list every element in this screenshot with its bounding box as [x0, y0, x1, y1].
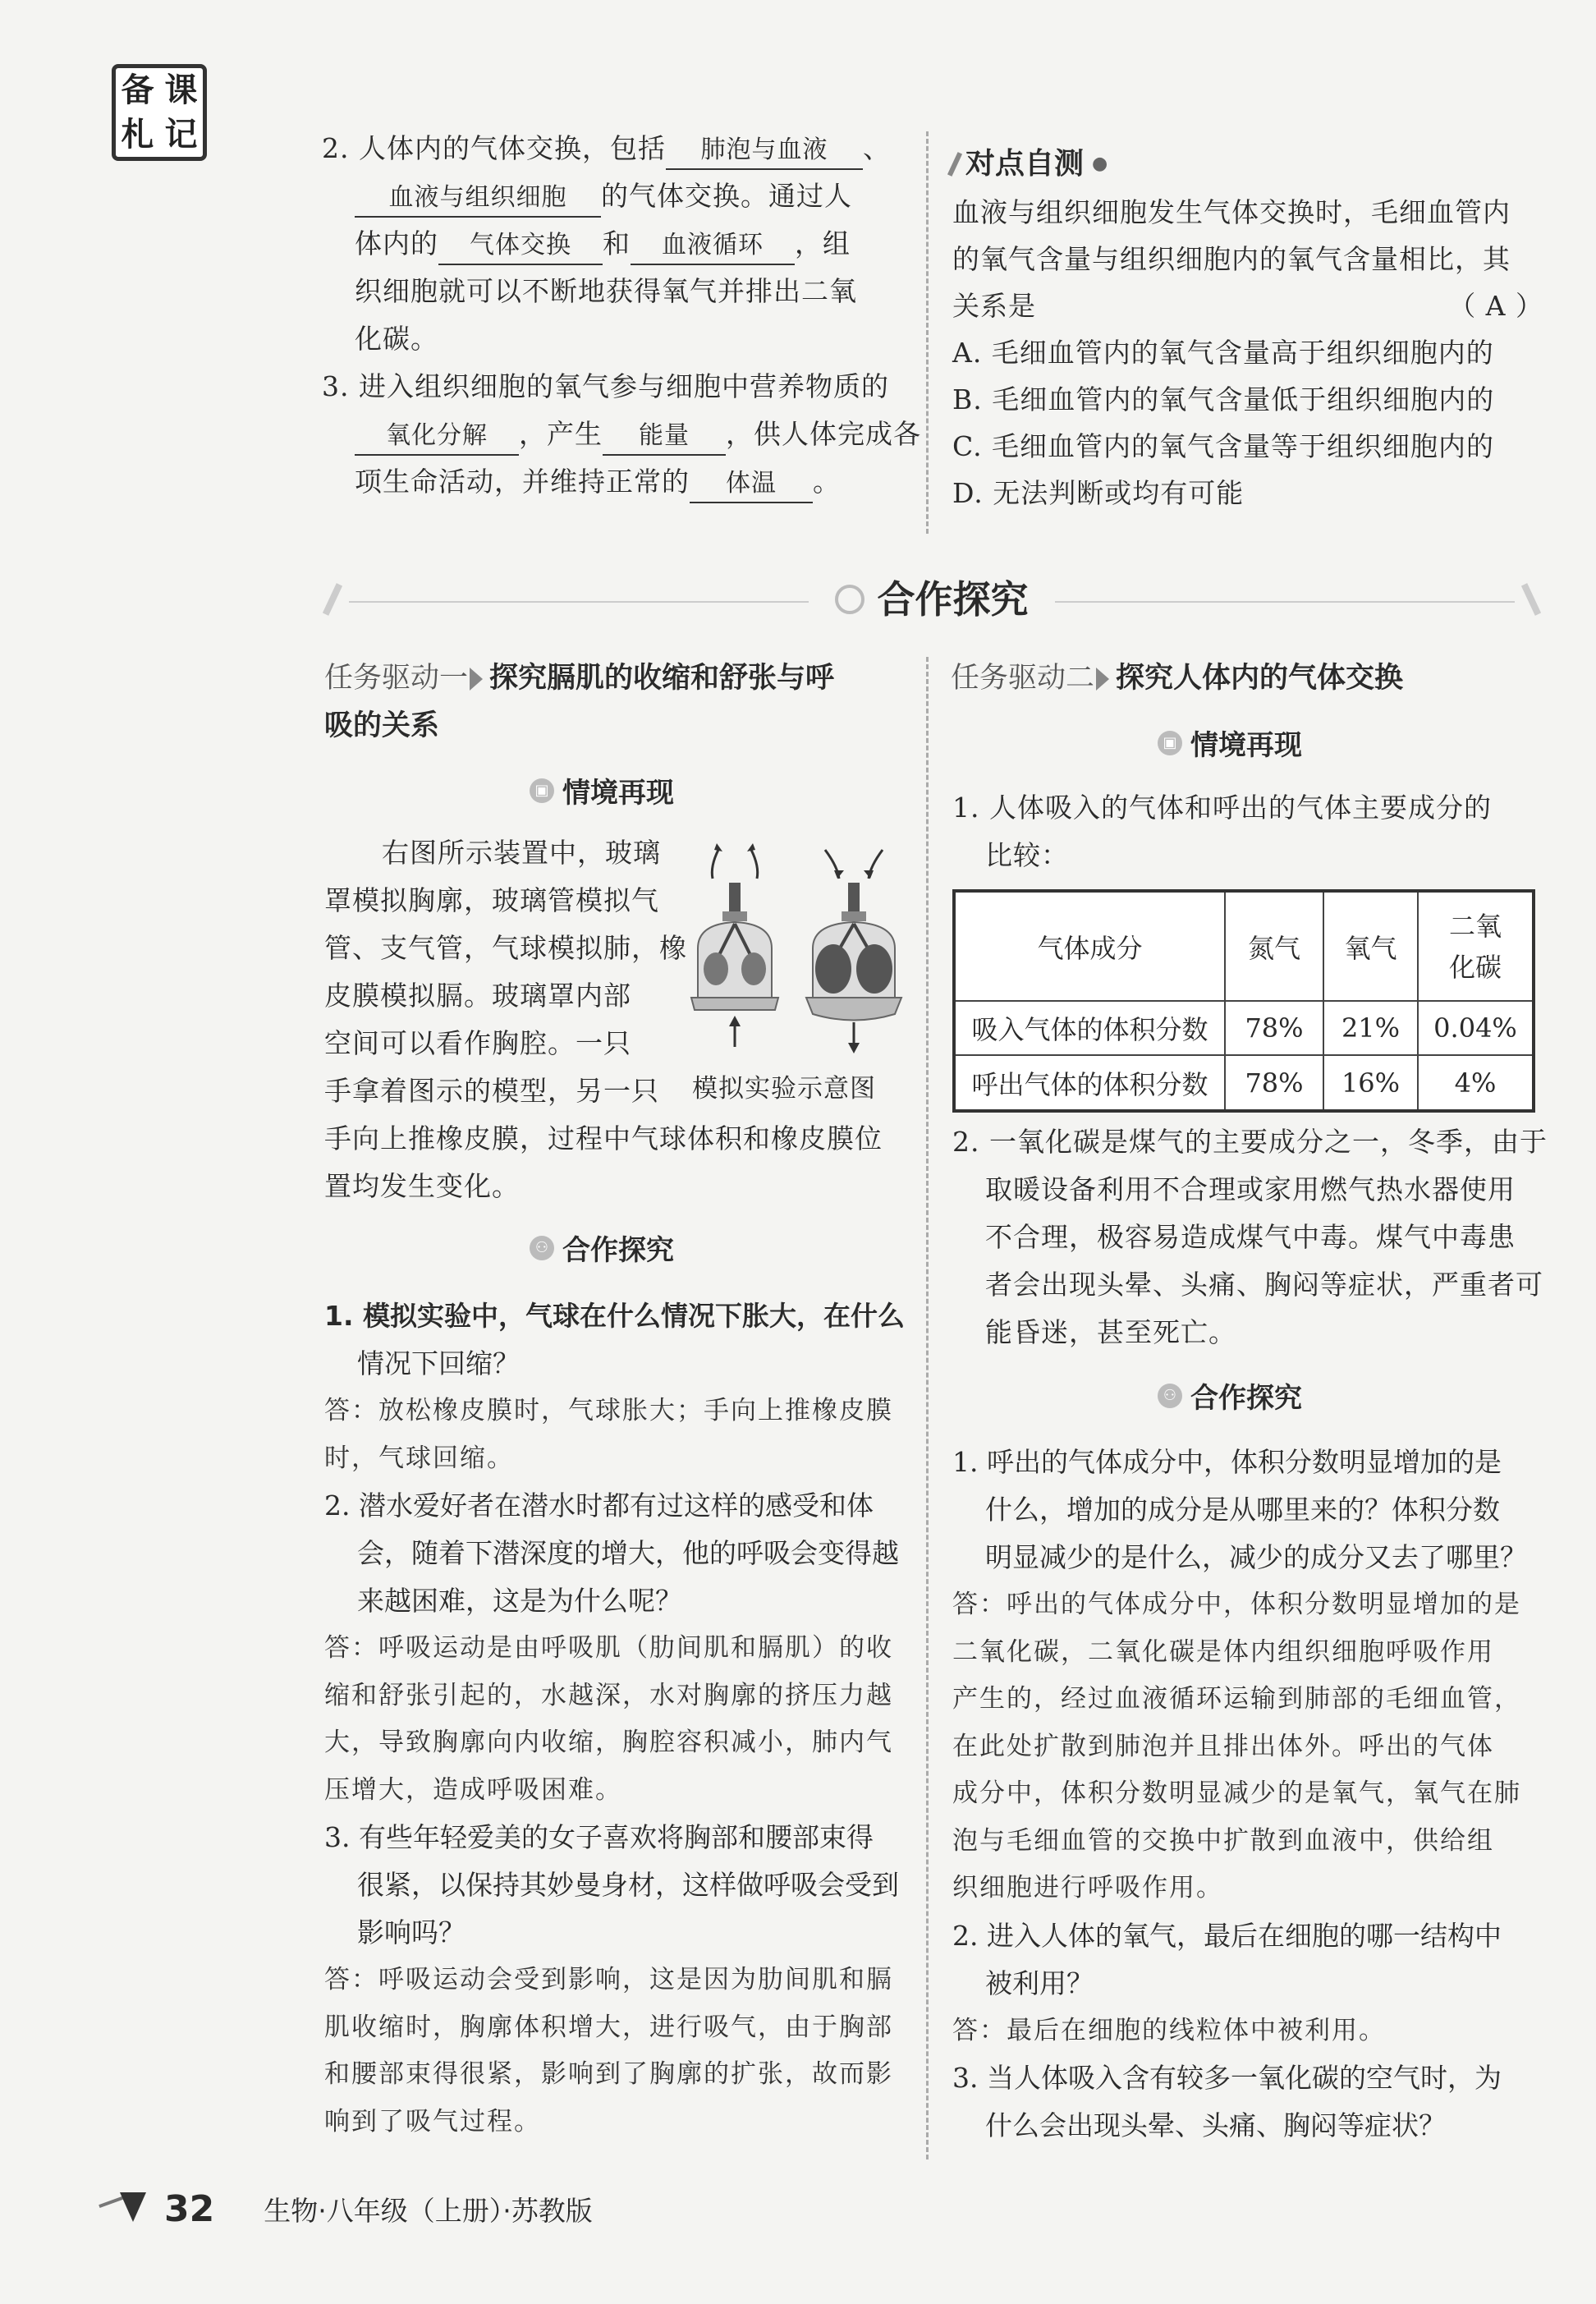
table-cell: 4%	[1418, 1055, 1534, 1111]
scene-line: 罩模拟胸廓，玻璃管模拟气	[324, 884, 659, 916]
book-icon: ▣	[530, 778, 554, 803]
dot-icon: ●	[1092, 154, 1108, 174]
answer-line: 肌收缩时，胸廓体积增大，进行吸气，由于胸部	[324, 2012, 893, 2042]
question-line: 被利用？	[985, 1967, 1094, 1999]
footer	[99, 2180, 593, 2237]
section-banner	[324, 567, 1539, 632]
answer-line: 和腰部束得很紧，影响到了胸廓的扩张，故而影	[324, 2059, 893, 2089]
blank-answer: 能量	[603, 418, 726, 456]
option: B. 毛细血管内的氧气含量低于组织细胞内的	[952, 383, 1495, 415]
scene-line: 能昏迷，甚至死亡。	[985, 1316, 1236, 1348]
blank-answer: 血液与组织细胞	[355, 180, 601, 218]
answer-line: 响到了吸气过程。	[324, 2106, 541, 2136]
q3-line: 3. 进入组织细胞的氧气参与细胞中营养物质的	[322, 370, 889, 402]
people-icon: ⚇	[1158, 1384, 1182, 1408]
answer-line: 压增大，造成呼吸困难。	[324, 1774, 622, 1805]
table-header-cell: 氮气	[1225, 891, 1323, 1001]
table-header-cell	[1418, 891, 1534, 1001]
self-test-box	[952, 140, 1543, 516]
scene-line: 不合理，极容易造成煤气中毒。煤气中毒患	[985, 1221, 1516, 1253]
q2-line: 化碳。	[355, 323, 438, 355]
text: 二氧	[1448, 910, 1502, 942]
answer-line: 泡与毛细血管的交换中扩散到血液中，供给组	[952, 1825, 1494, 1856]
question-line: 什么会出现头晕、头痛、胸闷等症状？	[985, 2109, 1446, 2141]
task-title: 探究膈肌的收缩和舒张与呼	[489, 662, 835, 695]
task-2-scene-p1	[952, 784, 1492, 879]
question-line: 会，随着下潜深度的增大，他的呼吸会变得越	[357, 1537, 899, 1569]
question-line: 明显减少的是什么，减少的成分又去了哪里？	[985, 1541, 1527, 1573]
text: 项生命活动，并维持正常的	[355, 466, 690, 498]
table-row	[954, 1055, 1534, 1111]
scene-line: 1. 人体吸入的气体和呼出的气体主要成分的	[952, 792, 1492, 824]
figure-caption: 模拟实验示意图	[692, 1074, 876, 1104]
self-test-title-text: 对点自测	[965, 147, 1085, 181]
lesson-notes-stamp	[112, 64, 207, 161]
coop-heading	[1158, 1375, 1302, 1416]
self-test-answer: （ A ）	[1448, 290, 1543, 322]
task-tag: 任务驱动一	[324, 662, 469, 695]
arrow-icon	[470, 668, 483, 691]
scene-line: 取暖设备利用不合理或家用燃气热水器使用	[985, 1173, 1516, 1205]
jar-left	[691, 843, 778, 1047]
q3-line	[322, 458, 921, 506]
self-test-title	[952, 140, 1543, 189]
blank-answer: 肺泡与血液	[666, 132, 863, 170]
task-title-cont: 吸的关系	[324, 709, 440, 742]
text: 。	[813, 466, 841, 498]
table-cell: 21%	[1323, 1001, 1418, 1055]
table-cell: 吸入气体的体积分数	[954, 1001, 1225, 1055]
scene-line: 比较：	[985, 839, 1069, 871]
jar-right	[806, 850, 901, 1053]
coop-heading	[530, 1228, 674, 1268]
scene-heading-text: 情境再现	[562, 777, 674, 810]
self-test-line	[952, 282, 1543, 329]
question-line: 影响吗？	[357, 1916, 466, 1948]
question-line: 很紧，以保持其妙曼身材，这样做呼吸会受到	[357, 1869, 899, 1901]
scene-line: 2. 一氧化碳是煤气的主要成分之一，冬季，由于	[952, 1126, 1548, 1158]
scene-line: 者会出现头晕、头痛、胸闷等症状，严重者可	[985, 1269, 1543, 1301]
task-2-heading	[951, 654, 1542, 702]
task-2-scene-p2	[952, 1118, 1548, 1356]
task-tag: 任务驱动二	[951, 662, 1095, 695]
scene-line: 皮膜模拟膈。玻璃罩内部	[324, 980, 631, 1012]
text: 化碳	[1448, 951, 1502, 983]
stamp-char: 课	[164, 71, 198, 109]
arrow-icon	[1096, 668, 1109, 691]
option: D. 无法判断或均有可能	[952, 477, 1245, 509]
answer-line: 答：呼出的气体成分中，体积分数明显增加的是	[952, 1590, 1521, 1619]
text: 2. 人体内的气体交换，包括	[322, 132, 666, 164]
answer-line: 产生的，经过血液循环运输到肺部的毛细血管，	[952, 1684, 1521, 1714]
blank-answer: 氧化分解	[355, 418, 519, 456]
task-1-questions	[324, 1292, 915, 2146]
task-2-questions	[952, 1439, 1543, 2150]
stamp-char: 备	[121, 71, 154, 109]
magnifier-icon	[835, 585, 864, 614]
task-2	[951, 654, 1542, 702]
answer-line: 在此处扩散到肺泡并且排出体外。呼出的气体	[952, 1731, 1494, 1761]
task-title: 探究人体内的气体交换	[1116, 662, 1404, 695]
question-line: 3. 有些年轻爱美的女子喜欢将胸部和腰部束得	[324, 1821, 874, 1853]
q2-line	[322, 172, 921, 220]
answer-line: 答：最后在细胞的线粒体中被利用。	[952, 2015, 1386, 2045]
table-cell: 78%	[1225, 1001, 1323, 1055]
answer-line: 织细胞进行呼吸作用。	[952, 1873, 1223, 1902]
question-line	[324, 1292, 915, 1340]
scene-line: 空间可以看作胸腔。一只	[324, 1027, 631, 1059]
task-1-heading	[324, 654, 907, 702]
text: 体内的	[355, 227, 438, 259]
question-line: 情况下回缩？	[357, 1347, 520, 1379]
column-divider	[926, 131, 929, 534]
gas-composition-table	[952, 889, 1535, 1113]
footer-decoration-icon	[99, 2192, 148, 2225]
blank-answer: 血液循环	[631, 227, 795, 265]
question-line: 1. 呼出的气体成分中，体积分数明显增加的是	[952, 1446, 1502, 1478]
table-row	[954, 1001, 1534, 1055]
answer-line: 答：放松橡皮膜时，气球胀大；手向上推橡皮膜	[324, 1396, 893, 1425]
answer-line: 二氧化碳，二氧化碳是体内组织细胞呼吸作用	[952, 1636, 1494, 1667]
column-divider	[926, 657, 929, 2159]
text: 、	[862, 132, 891, 164]
coop-heading-text: 合作探究	[562, 1234, 674, 1267]
question-line: 来越困难，这是为什么呢？	[357, 1585, 682, 1617]
option: A. 毛细血管内的氧气含量高于组织细胞内的	[952, 337, 1494, 369]
table-header-cell: 氧气	[1323, 891, 1418, 1001]
text: 和	[603, 227, 631, 259]
question-text: 1. 模拟实验中，气球在什么情况下胀大，在什么	[324, 1300, 905, 1332]
table-header-cell: 气体成分	[954, 891, 1225, 1001]
blank-answer: 气体交换	[438, 227, 603, 265]
question-line: 2. 潜水爱好者在潜水时都有过这样的感受和体	[324, 1489, 874, 1521]
text: 关系是	[952, 290, 1036, 322]
option: C. 毛细血管内的氧气含量等于组织细胞内的	[952, 430, 1495, 462]
scene-line: 管、支气管，气球模拟肺，橡	[324, 932, 687, 964]
bell-jar-figure	[673, 833, 911, 1104]
text: 的气体交换。通过人	[601, 180, 852, 212]
self-test-line: 血液与组织细胞发生气体交换时，毛细血管内	[952, 196, 1511, 228]
blank-answer: 体温	[690, 466, 813, 503]
book-icon: ▣	[1158, 731, 1182, 755]
question-line: 2. 进入人体的氧气，最后在细胞的哪一结构中	[952, 1919, 1502, 1952]
self-test-line: 的氧气含量与组织细胞内的氧气含量相比，其	[952, 243, 1511, 275]
coop-heading-text: 合作探究	[1190, 1382, 1302, 1415]
text: ，供人体完成各	[726, 418, 921, 450]
question-line: 什么，增加的成分是从哪里来的？体积分数	[985, 1494, 1500, 1526]
answer-line: 时，气球回缩。	[324, 1443, 514, 1473]
answer-line: 成分中，体积分数明显减少的是氧气，氧气在肺	[952, 1778, 1521, 1808]
scene-line: 手向上推橡皮膜，过程中气球体积和橡皮膜位	[324, 1122, 883, 1154]
scene-heading	[1158, 723, 1302, 763]
stamp-char: 札	[121, 116, 154, 154]
table-cell: 78%	[1225, 1055, 1323, 1111]
q2-line	[322, 220, 921, 268]
scene-heading	[530, 770, 674, 810]
people-icon: ⚇	[530, 1236, 554, 1260]
page-number: 32	[164, 2187, 215, 2230]
table-cell: 呼出气体的体积分数	[954, 1055, 1225, 1111]
answer-line: 答：呼吸运动是由呼吸肌（肋间肌和膈肌）的收	[324, 1633, 893, 1663]
answer-line: 缩和舒张引起的，水越深，水对胸廓的挤压力越	[324, 1680, 893, 1710]
scene-line: 手拿着图示的模型，另一只	[324, 1075, 659, 1107]
table-header-row	[954, 891, 1534, 1001]
section-title: 合作探究	[877, 577, 1029, 622]
table-cell: 0.04%	[1418, 1001, 1534, 1055]
scene-line: 置均发生变化。	[324, 1170, 520, 1202]
fill-in-questions	[322, 125, 921, 506]
stamp-char: 记	[164, 116, 198, 154]
answer-line: 大，导致胸廓向内收缩，胸腔容积减小，肺内气	[324, 1728, 893, 1757]
answer-line: 答：呼吸运动会受到影响，这是因为肋间肌和膈	[324, 1965, 893, 1994]
q2-line	[322, 125, 921, 172]
section-title-wrap	[324, 567, 1539, 632]
question-line: 3. 当人体吸入含有较多一氧化碳的空气时，为	[952, 2062, 1502, 2094]
scene-line: 右图所示装置中，玻璃	[382, 837, 661, 869]
q3-line	[322, 411, 921, 458]
text: ，产生	[519, 418, 603, 450]
book-title: 生物·八年级（上册）·苏教版	[264, 2194, 593, 2227]
task-1	[324, 654, 907, 750]
q2-line: 织细胞就可以不断地获得氧气并排出二氧	[355, 275, 857, 307]
pen-icon	[947, 152, 962, 177]
scene-heading-text: 情境再现	[1190, 729, 1302, 762]
text: ，组	[795, 227, 851, 259]
table-cell: 16%	[1323, 1055, 1418, 1111]
